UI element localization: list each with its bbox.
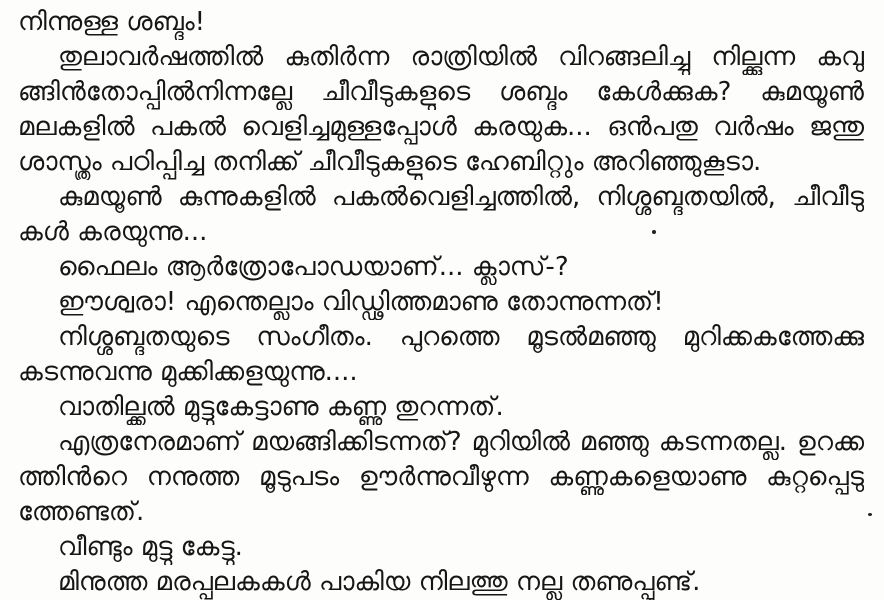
text-block <box>18 5 864 600</box>
text-line: നിന്നുള്ള ശബ്ദം! <box>18 7 206 37</box>
ink-speck <box>868 513 872 516</box>
text-line: ശാസ്ത്രം പഠിപ്പിച്ച തനിക്ക് ചീവീടുകളുടെ ഹേബിറ്റും അറിഞ്ഞുകൂടാ. <box>18 147 762 177</box>
text-line: ഈശ്വരാ! എന്തെല്ലാം വിഡ്ഢിത്തമാണു തോന്നുന്നത്! <box>58 287 664 317</box>
text-line: മലകളിൽ പകൽ വെളിച്ചമുള്ളപ്പോൾ കരയുക... ഒൻപതു വർഷം ജന്തു <box>18 112 864 142</box>
text-line: എത്രനേരമാണ് മയങ്ങിക്കിടന്നത്? മുറിയിൽ മഞ്ഞു കടന്നതല്ല. ഉറക്ക <box>58 427 864 457</box>
text-line: കൾ കരയുന്നു... <box>18 217 208 247</box>
text-line: കടന്നുവന്നു മുക്കിക്കളയുന്നു.... <box>18 357 358 387</box>
ink-speck <box>652 230 656 234</box>
text-line: ങ്ങിൻതോപ്പിൽനിന്നല്ലേ ചീവീടുകളുടെ ശബ്ദം കേൾക്കുക? കുമയൂൺ <box>18 77 864 107</box>
text-line: ത്തിൻറെ നനുത്ത മൂടുപടം ഊർന്നുവീഴുന്ന കണ്ണുകളെയാണു കുറ്റപ്പെടു <box>18 462 864 492</box>
text-line: ഫൈലം ആർത്രോപോഡയാണ്... ക്ലാസ്-? <box>58 252 569 282</box>
text-line: ത്തേണ്ടത്. <box>18 497 145 527</box>
text-line: നിശ്ശബ്ദതയുടെ സംഗീതം. പുറത്തെ മൂടൽമഞ്ഞു മുറിക്കകത്തേക്കു <box>58 322 864 352</box>
text-line: കുമയൂൺ കുന്നുകളിൽ പകൽവെളിച്ചത്തിൽ, നിശ്ശബ്ദതയിൽ, ചീവീടു <box>58 182 864 212</box>
text-line: തുലാവർഷത്തിൽ കുതിർന്ന രാത്രിയിൽ വിറങ്ങലിച്ചു നില്ക്കുന്ന കവു <box>58 42 864 72</box>
text-line: വാതില്ക്കൽ മുട്ടുകേട്ടാണു കണ്ണു തുറന്നത്. <box>58 392 504 422</box>
text-line: വീണ്ടും മുട്ടു കേട്ടു. <box>58 532 243 562</box>
text-line: മിനുത്ത മരപ്പലകകൾ പാകിയ നിലത്തു നല്ല തണുപ്പുണ്ട്. <box>58 567 701 597</box>
